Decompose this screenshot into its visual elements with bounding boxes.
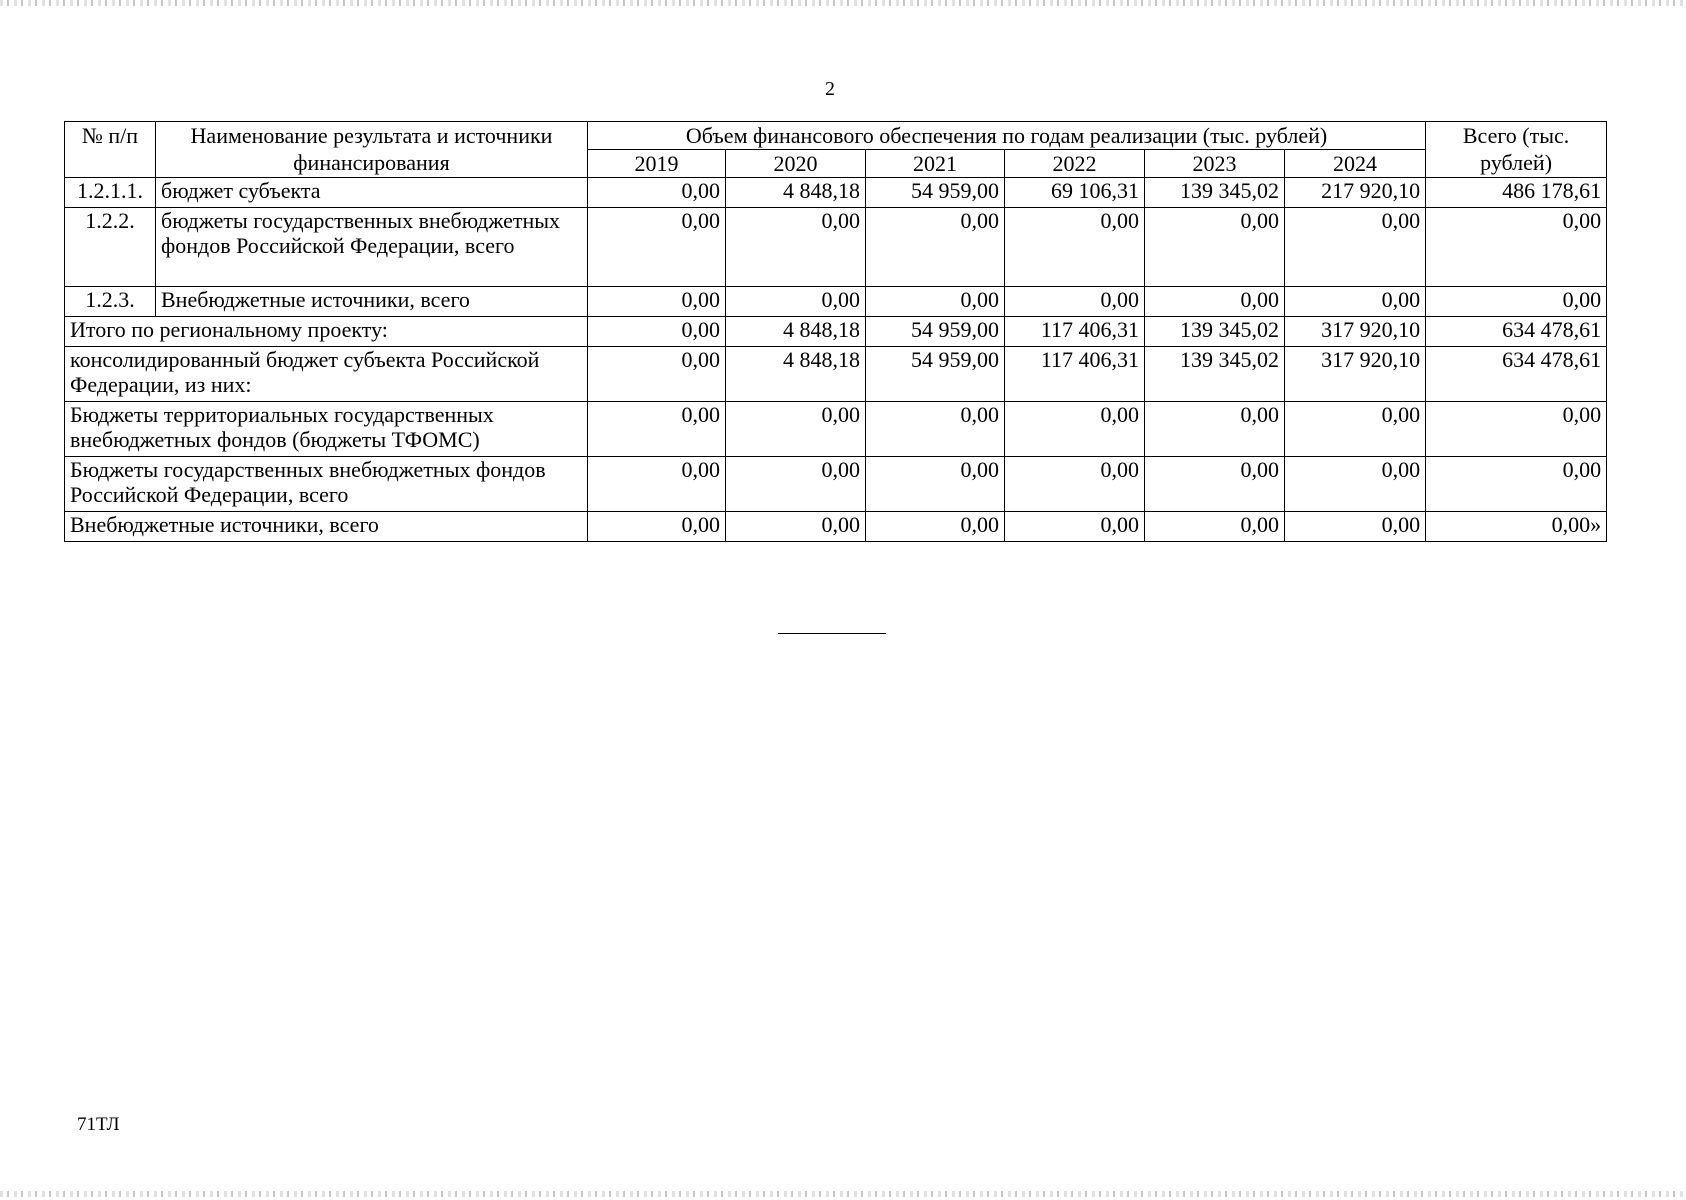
row-number: 1.2.2. (65, 208, 156, 287)
value-cell: 0,00 (588, 178, 726, 208)
header-year: 2024 (1285, 150, 1426, 178)
value-cell: 0,00 (1145, 457, 1285, 512)
row-number: 1.2.3. (65, 287, 156, 317)
row-name: бюджет субъекта (156, 178, 588, 208)
total-cell: 634 478,61 (1426, 317, 1607, 347)
scan-edge-bottom (0, 1191, 1686, 1197)
value-cell: 0,00 (1285, 512, 1426, 542)
value-cell: 4 848,18 (726, 178, 866, 208)
value-cell: 217 920,10 (1285, 178, 1426, 208)
header-row-top (65, 122, 1607, 150)
table-row (65, 208, 1607, 287)
header-total: Всего (тыс. рублей) (1426, 122, 1607, 178)
table-row (65, 287, 1607, 317)
header-name: Наименование результата и источники финансирования (156, 122, 588, 178)
value-cell: 0,00 (1005, 287, 1145, 317)
value-cell: 0,00 (1145, 512, 1285, 542)
summary-label: Бюджеты государственных внебюджетных фондов Российской Федерации, всего (65, 457, 588, 512)
value-cell: 317 920,10 (1285, 317, 1426, 347)
summary-row (65, 457, 1607, 512)
value-cell: 0,00 (1005, 512, 1145, 542)
summary-row (65, 512, 1607, 542)
value-cell: 0,00 (866, 208, 1005, 287)
header-num: № п/п (65, 122, 156, 178)
total-cell: 486 178,61 (1426, 178, 1607, 208)
header-years-group: Объем финансового обеспечения по годам реализации (тыс. рублей) (588, 122, 1426, 150)
value-cell: 0,00 (1005, 208, 1145, 287)
value-cell: 0,00 (588, 402, 726, 457)
header-year: 2023 (1145, 150, 1285, 178)
value-cell: 0,00 (1285, 208, 1426, 287)
table-row (65, 178, 1607, 208)
value-cell: 0,00 (588, 347, 726, 402)
row-name: бюджеты государственных внебюджетных фондов Российской Федерации, всего (156, 208, 588, 287)
header-year: 2021 (866, 150, 1005, 178)
value-cell: 0,00 (1145, 402, 1285, 457)
total-cell: 0,00 (1426, 287, 1607, 317)
row-name: Внебюджетные источники, всего (156, 287, 588, 317)
value-cell: 0,00 (1145, 208, 1285, 287)
value-cell: 0,00 (588, 457, 726, 512)
value-cell: 0,00 (726, 208, 866, 287)
header-year: 2019 (588, 150, 726, 178)
financing-table (64, 121, 1607, 542)
value-cell: 0,00 (726, 402, 866, 457)
value-cell: 139 345,02 (1145, 317, 1285, 347)
summary-label: Итого по региональному проекту: (65, 317, 588, 347)
header-year: 2022 (1005, 150, 1145, 178)
total-cell: 0,00 (1426, 208, 1607, 287)
page-number: 2 (825, 78, 835, 100)
separator-line (778, 633, 886, 634)
summary-label: Внебюджетные источники, всего (65, 512, 588, 542)
value-cell: 69 106,31 (1005, 178, 1145, 208)
value-cell: 54 959,00 (866, 317, 1005, 347)
value-cell: 0,00 (1145, 287, 1285, 317)
value-cell: 117 406,31 (1005, 317, 1145, 347)
value-cell: 0,00 (1005, 457, 1145, 512)
value-cell: 0,00 (1005, 402, 1145, 457)
total-cell: 0,00 (1426, 402, 1607, 457)
header-year: 2020 (726, 150, 866, 178)
summary-row (65, 317, 1607, 347)
value-cell: 317 920,10 (1285, 347, 1426, 402)
value-cell: 0,00 (726, 512, 866, 542)
summary-label: Бюджеты территориальных государственных внебюджетных фондов (бюджеты ТФОМС) (65, 402, 588, 457)
value-cell: 0,00 (726, 457, 866, 512)
value-cell: 0,00 (1285, 402, 1426, 457)
total-cell: 0,00» (1426, 512, 1607, 542)
value-cell: 0,00 (726, 287, 866, 317)
value-cell: 0,00 (588, 208, 726, 287)
value-cell: 0,00 (866, 457, 1005, 512)
value-cell: 54 959,00 (866, 178, 1005, 208)
value-cell: 0,00 (1285, 457, 1426, 512)
value-cell: 0,00 (866, 512, 1005, 542)
row-number: 1.2.1.1. (65, 178, 156, 208)
summary-row (65, 347, 1607, 402)
value-cell: 139 345,02 (1145, 178, 1285, 208)
value-cell: 4 848,18 (726, 347, 866, 402)
value-cell: 54 959,00 (866, 347, 1005, 402)
value-cell: 0,00 (588, 287, 726, 317)
value-cell: 0,00 (588, 317, 726, 347)
value-cell: 0,00 (866, 287, 1005, 317)
total-cell: 0,00 (1426, 457, 1607, 512)
scan-edge-top (0, 0, 1686, 6)
value-cell: 139 345,02 (1145, 347, 1285, 402)
value-cell: 0,00 (866, 402, 1005, 457)
value-cell: 4 848,18 (726, 317, 866, 347)
summary-label: консолидированный бюджет субъекта Российской Федерации, из них: (65, 347, 588, 402)
total-cell: 634 478,61 (1426, 347, 1607, 402)
value-cell: 117 406,31 (1005, 347, 1145, 402)
value-cell: 0,00 (588, 512, 726, 542)
value-cell: 0,00 (1285, 287, 1426, 317)
summary-row (65, 402, 1607, 457)
document-code: 71ТЛ (77, 1114, 120, 1135)
